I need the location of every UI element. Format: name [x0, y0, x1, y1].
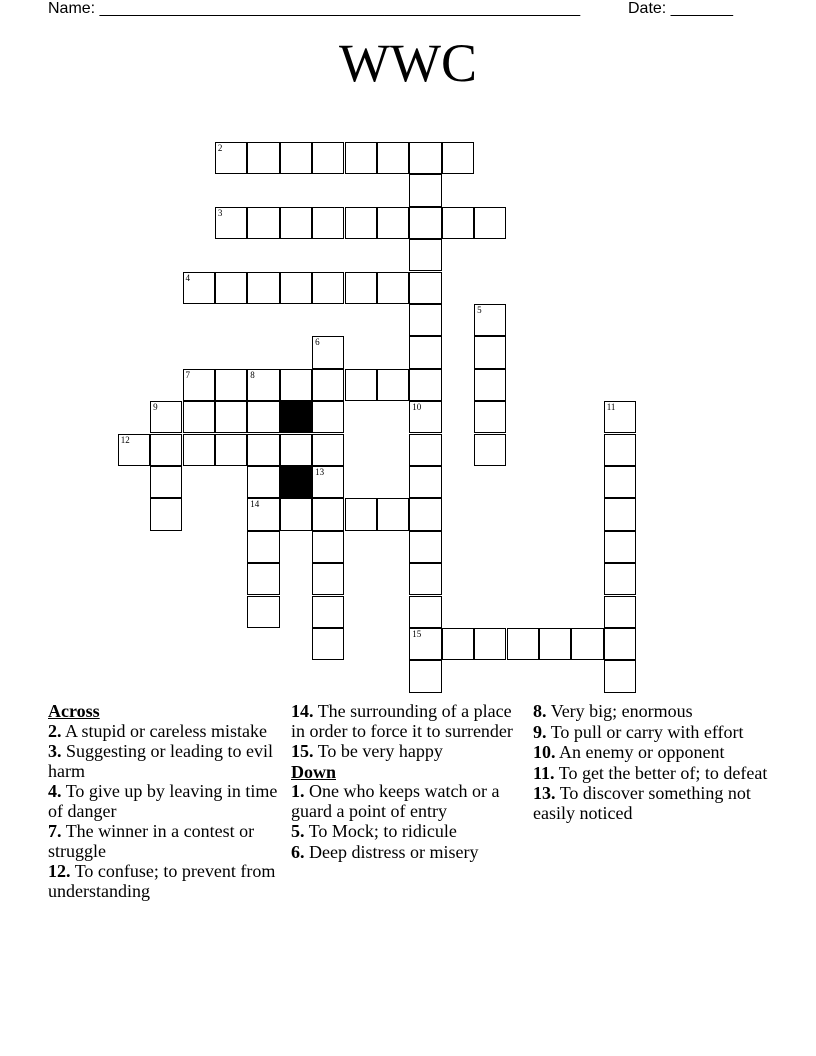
grid-cell[interactable]: [280, 498, 312, 530]
clues-column-2: [291, 702, 526, 863]
grid-cell[interactable]: [312, 207, 344, 239]
down-heading: Down: [291, 761, 337, 782]
grid-cell[interactable]: [247, 563, 279, 595]
grid-cell[interactable]: [312, 596, 344, 628]
grid-cell[interactable]: [247, 531, 279, 563]
clue-number: 9: [153, 402, 158, 413]
grid-cell[interactable]: [409, 628, 441, 660]
grid-cell[interactable]: [312, 142, 344, 174]
clues-column-3: [533, 702, 773, 824]
across-clue: 4. To give up by leaving in time of danger: [48, 781, 278, 821]
clue-number: 14: [250, 499, 260, 510]
grid-cell[interactable]: [312, 336, 344, 368]
grid-cell[interactable]: [377, 207, 409, 239]
grid-cell[interactable]: [409, 239, 441, 271]
down-clue: 9. To pull or carry with effort: [533, 721, 744, 742]
grid-cell[interactable]: [312, 434, 344, 466]
grid-cell[interactable]: [409, 142, 441, 174]
grid-cell[interactable]: [150, 401, 182, 433]
grid-cell[interactable]: [409, 369, 441, 401]
down-clue: 1. One who keeps watch or a guard a point of entry: [291, 781, 500, 821]
clue-number: 15: [412, 628, 422, 639]
grid-cell[interactable]: [312, 563, 344, 595]
grid-cell[interactable]: [409, 174, 441, 206]
grid-cell[interactable]: [409, 466, 441, 498]
grid-cell[interactable]: [409, 401, 441, 433]
grid-cell[interactable]: [474, 207, 506, 239]
grid-cell[interactable]: [247, 207, 279, 239]
grid-cell[interactable]: [604, 596, 636, 628]
grid-cell[interactable]: [312, 531, 344, 563]
grid-cell[interactable]: [280, 142, 312, 174]
across-heading: Across: [48, 701, 100, 721]
grid-cell[interactable]: [215, 272, 247, 304]
grid-cell[interactable]: [507, 628, 539, 660]
grid-cell[interactable]: [442, 142, 474, 174]
grid-cell[interactable]: [247, 434, 279, 466]
grid-cell[interactable]: [604, 628, 636, 660]
grid-cell[interactable]: [215, 369, 247, 401]
grid-cell[interactable]: [474, 628, 506, 660]
clue-number: 3: [217, 207, 223, 218]
grid-cell[interactable]: [247, 498, 279, 530]
across-clue: 2. A stupid or careless mistake: [48, 720, 267, 741]
grid-cell[interactable]: [183, 272, 215, 304]
down-clue: 5. To Mock; to ridicule: [291, 821, 457, 841]
grid-cell[interactable]: [150, 466, 182, 498]
down-clue: 11. To get the better of; to defeat: [533, 762, 768, 783]
grid-cell[interactable]: [539, 628, 571, 660]
grid-cell[interactable]: [604, 466, 636, 498]
grid-cell[interactable]: [409, 272, 441, 304]
grid-cell[interactable]: [409, 660, 441, 692]
grid-cell[interactable]: [247, 369, 279, 401]
grid-cell[interactable]: [280, 369, 312, 401]
black-square: [280, 466, 312, 498]
clue-number: 10: [412, 402, 422, 413]
clue-number: 12: [120, 434, 130, 445]
grid-cell[interactable]: [377, 142, 409, 174]
grid-cell[interactable]: [215, 401, 247, 433]
grid-cell[interactable]: [409, 336, 441, 368]
grid-cell[interactable]: [604, 434, 636, 466]
grid-cell[interactable]: [247, 401, 279, 433]
clue-number: 7: [185, 369, 190, 380]
down-clue: 10. An enemy or opponent: [533, 742, 725, 762]
grid-cell[interactable]: [183, 401, 215, 433]
grid-cell[interactable]: [474, 401, 506, 433]
clue-number: 5: [477, 304, 482, 315]
grid-cell[interactable]: [345, 272, 377, 304]
grid-cell[interactable]: [215, 142, 247, 174]
grid-cell[interactable]: [150, 434, 182, 466]
grid-cell[interactable]: [280, 434, 312, 466]
grid-cell[interactable]: [118, 434, 150, 466]
grid-cell[interactable]: [312, 369, 344, 401]
black-square: [280, 401, 312, 433]
grid-cell[interactable]: [312, 498, 344, 530]
across-clue: 3. Suggesting or leading to evil harm: [48, 741, 273, 781]
down-clue: 13. To discover something not easily noticed: [533, 783, 751, 823]
name-field: Name: ______________________________________________________: [48, 0, 581, 17]
grid-cell[interactable]: [377, 369, 409, 401]
grid-cell[interactable]: [280, 207, 312, 239]
clue-number: 8: [250, 369, 255, 380]
grid-cell[interactable]: [247, 272, 279, 304]
across-clue: 7. The winner in a contest or struggle: [48, 821, 255, 861]
grid-cell[interactable]: [442, 207, 474, 239]
page-title: WWC: [339, 33, 477, 93]
grid-cell[interactable]: [247, 596, 279, 628]
clue-number: 4: [185, 272, 190, 283]
grid-cell[interactable]: [312, 272, 344, 304]
grid-cell[interactable]: [247, 142, 279, 174]
grid-cell[interactable]: [345, 498, 377, 530]
clue-number: 13: [315, 466, 325, 477]
grid-cell[interactable]: [409, 531, 441, 563]
grid-cell[interactable]: [215, 207, 247, 239]
grid-cell[interactable]: [604, 401, 636, 433]
grid-cell[interactable]: [409, 434, 441, 466]
grid-cell[interactable]: [312, 466, 344, 498]
grid-cell[interactable]: [604, 563, 636, 595]
across-clue: 14. The surrounding of a place in order to force it to surrender: [291, 701, 513, 741]
grid-cell[interactable]: [247, 466, 279, 498]
grid-cell[interactable]: [442, 628, 474, 660]
grid-cell[interactable]: [377, 498, 409, 530]
grid-cell[interactable]: [345, 142, 377, 174]
grid-cell[interactable]: [280, 272, 312, 304]
grid-cell[interactable]: [604, 660, 636, 692]
grid-cell[interactable]: [345, 207, 377, 239]
grid-cell[interactable]: [571, 628, 603, 660]
grid-cell[interactable]: [150, 498, 182, 530]
clue-number: 6: [315, 337, 320, 348]
across-clue: 15. To be very happy: [291, 741, 443, 761]
grid-cell[interactable]: [183, 434, 215, 466]
date-field: Date: _______: [628, 0, 733, 17]
grid-cell[interactable]: [312, 401, 344, 433]
grid-cell[interactable]: [345, 369, 377, 401]
grid-cell[interactable]: [474, 434, 506, 466]
grid-cell[interactable]: [409, 498, 441, 530]
clues-column-1: [48, 702, 283, 902]
grid-cell[interactable]: [312, 628, 344, 660]
grid-cell[interactable]: [474, 304, 506, 336]
grid-cell[interactable]: [409, 563, 441, 595]
down-clue: 8. Very big; enormous: [533, 701, 693, 721]
grid-cell[interactable]: [604, 531, 636, 563]
grid-cell[interactable]: [474, 336, 506, 368]
grid-cell[interactable]: [215, 434, 247, 466]
across-clue: 12. To confuse; to prevent from understanding: [48, 861, 276, 901]
clue-number: 11: [606, 402, 616, 413]
grid-cell[interactable]: [409, 304, 441, 336]
grid-cell[interactable]: [183, 369, 215, 401]
clue-number: 2: [217, 142, 223, 153]
grid-cell[interactable]: [604, 498, 636, 530]
grid-cell[interactable]: [409, 207, 441, 239]
grid-cell[interactable]: [377, 272, 409, 304]
down-clue: 6. Deep distress or misery: [291, 841, 479, 862]
grid-cell[interactable]: [474, 369, 506, 401]
grid-cell[interactable]: [409, 596, 441, 628]
